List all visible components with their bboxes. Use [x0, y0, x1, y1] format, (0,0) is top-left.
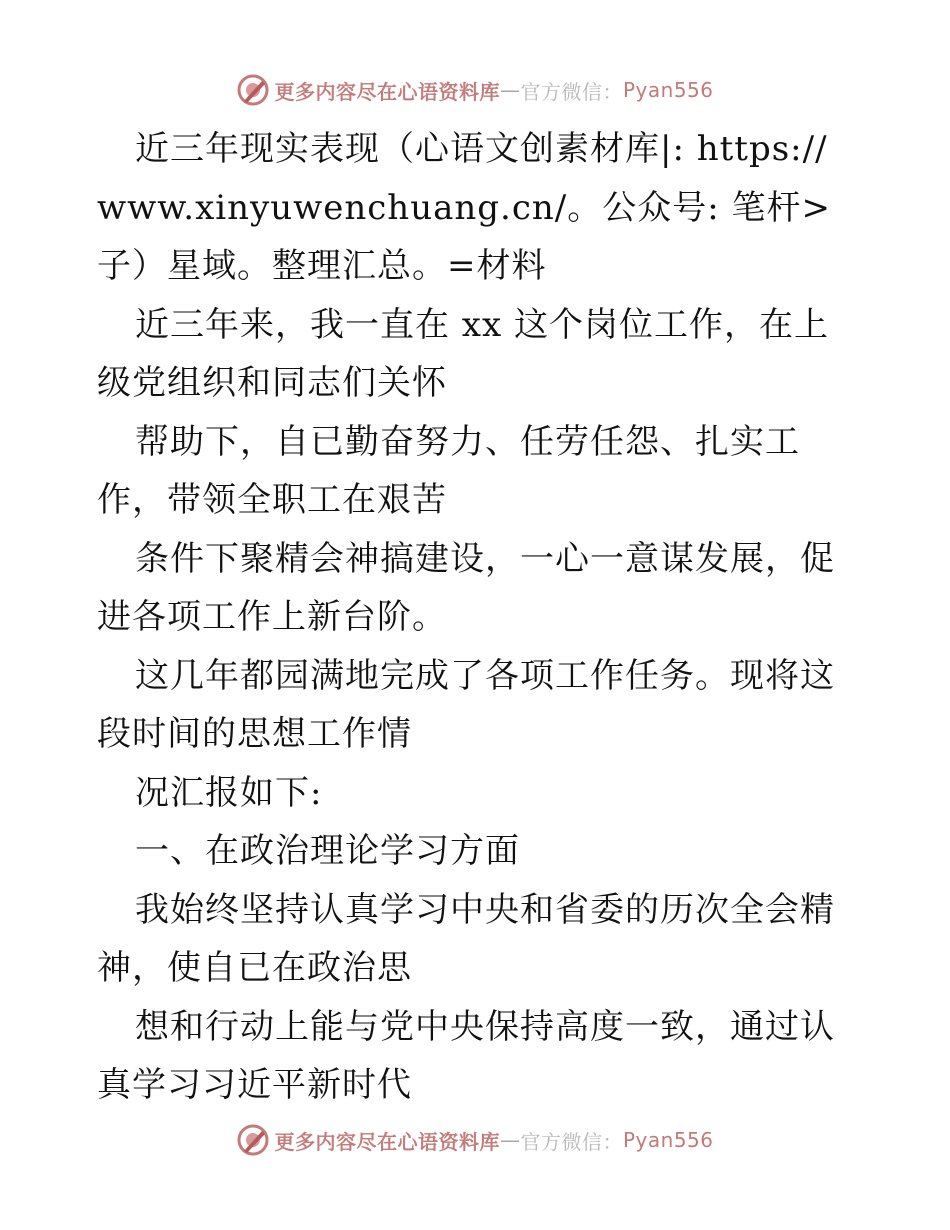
- section-heading: 一、在政治理论学习方面: [135, 831, 520, 871]
- banner-wechat-id: Pyan556: [622, 1128, 714, 1152]
- pen-logo-icon: [236, 73, 270, 107]
- footer-banner: [0, 1118, 950, 1162]
- paragraph: 这几年都园满地完成了各项工作任务。现将这段时间的思想工作情: [97, 655, 835, 754]
- header-banner: [0, 68, 950, 112]
- paragraph: 条件下聚精会神搞建设，一心一意谋发展，促进各项工作上新台阶。: [97, 538, 835, 637]
- document-body: [97, 120, 857, 1115]
- paragraph: 想和行动上能与党中央保持高度一致，通过认真学习习近平新时代: [97, 1006, 835, 1105]
- banner-main-text: 更多内容尽在心语资料库: [274, 79, 500, 104]
- paragraph: 帮助下，自已勤奋努力、任劳任怨、扎实工作，带领全职工在艰苦: [97, 421, 800, 520]
- banner-main-text: 更多内容尽在心语资料库: [274, 1129, 500, 1154]
- paragraph: 我始终坚持认真学习中央和省委的历次全会精神，使自已在政治思: [97, 889, 835, 988]
- banner-wechat-id: Pyan556: [622, 78, 714, 102]
- paragraph: 近三年来，我一直在 xx 这个岗位工作，在上级党组织和同志们关怀: [97, 304, 829, 403]
- paragraph: 况汇报如下:: [135, 772, 323, 813]
- banner-sub-text: 官方微信：: [520, 79, 623, 104]
- pen-logo-icon: [236, 1123, 270, 1157]
- paragraph: 近三年现实表现（心语文创素材库|: https://www.xinyuwenchuang.cn/。公众号: 笔杆>子）星域。整理汇总。=材料: [97, 129, 831, 286]
- banner-dash: —: [499, 1128, 521, 1152]
- banner-sub-text: 官方微信：: [520, 1129, 623, 1154]
- banner-dash: —: [499, 78, 521, 102]
